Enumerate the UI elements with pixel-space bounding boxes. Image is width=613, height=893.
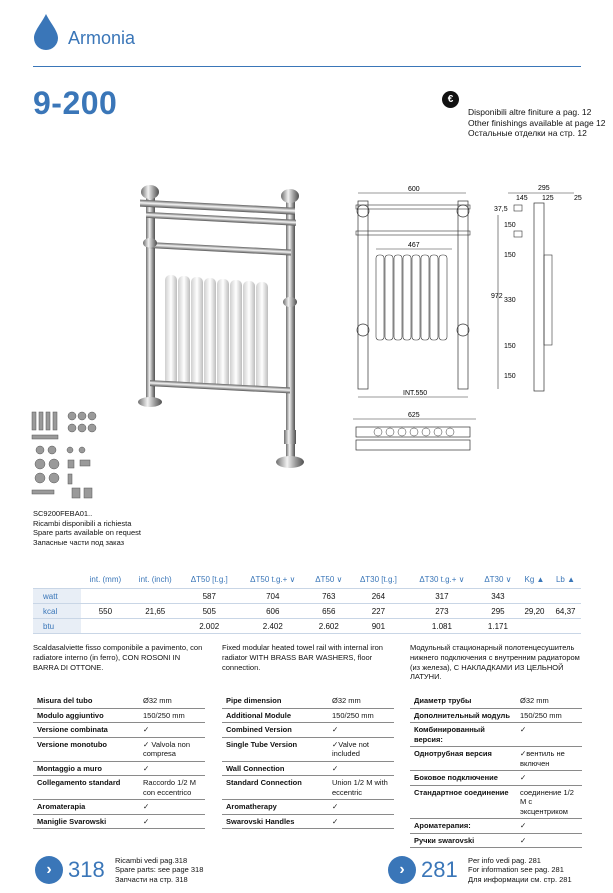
- spec-value: ✓: [326, 814, 394, 829]
- spec-value: ✓: [326, 800, 394, 815]
- spec-row: [222, 694, 394, 708]
- spec-row: [33, 723, 205, 738]
- weight-icon: ▲: [536, 575, 545, 584]
- spec-label: Ароматерапия:: [410, 819, 514, 834]
- kg-value: 29,20: [519, 604, 550, 619]
- euro-icon: €: [442, 91, 459, 108]
- spec-row: [222, 723, 394, 738]
- description-it: Scaldasalviette fisso componibile a pavimento, con radiatore interno (in ferro), CON ROSONI IN BARRA DI OTTONE.: [33, 643, 203, 672]
- spare-parts-note: SC9200FEBA01.. Ricambi disponibili a richiesta Spare parts available on request Запасные части под заказ: [33, 509, 141, 547]
- product-image: [110, 180, 330, 480]
- spec-value: 150/250 mm: [514, 708, 582, 723]
- spec-label: Wall Connection: [222, 761, 326, 776]
- int-mm-value: 550: [81, 604, 130, 619]
- dim-side-depth: 295: [538, 185, 550, 192]
- col-dt30-tg: ΔT30 [t.g.]: [350, 571, 407, 589]
- dim-top-width: 625: [408, 412, 420, 419]
- spec-label: Standard Connection: [222, 776, 326, 800]
- spec-value: ✓Valve not included: [326, 737, 394, 761]
- performance-table: [33, 571, 581, 634]
- weight-icon: ▲: [567, 575, 575, 584]
- dim-int-width: INT.550: [403, 390, 428, 397]
- col-int-inch: int. (inch): [130, 571, 181, 589]
- brand-name: Armonia: [68, 28, 136, 48]
- spec-row: [222, 800, 394, 815]
- spec-row: [33, 776, 205, 800]
- spec-row: [33, 694, 205, 708]
- spec-value: ✓ Valvola non compresa: [137, 737, 205, 761]
- spec-row: [33, 814, 205, 829]
- spec-label: Additional Module: [222, 708, 326, 723]
- dim-side-a: 145: [516, 195, 528, 202]
- dim-side-c: 25: [574, 195, 582, 202]
- specs-table-it: [33, 694, 205, 829]
- spec-value: 150/250 mm: [137, 708, 205, 723]
- spec-row: [410, 708, 582, 723]
- header-divider: [33, 66, 581, 67]
- arrow-right-icon[interactable]: ›: [35, 856, 63, 884]
- spec-label: Maniglie Svarowski: [33, 814, 137, 829]
- spec-value: соединение 1/2 M с эксцентриком: [514, 785, 582, 819]
- info-page[interactable]: 281: [421, 857, 458, 882]
- spare-parts-image: [30, 410, 110, 505]
- spec-label: Montaggio a muro: [33, 761, 137, 776]
- spec-value: Union 1/2 M with eccentric: [326, 776, 394, 800]
- spare-parts-page[interactable]: 318: [68, 857, 105, 882]
- table-row: btu 2.002 2.402 2.602 901 1.081 1.171: [33, 619, 581, 634]
- spec-row: [222, 708, 394, 723]
- col-dt30-tg-plus: ΔT30 t.g.+ ∨: [407, 571, 477, 589]
- dim-front-width: 600: [408, 186, 420, 193]
- spec-label: Дополнительный модуль: [410, 708, 514, 723]
- water-drop-icon: [32, 13, 60, 51]
- spec-row: [410, 694, 582, 708]
- dim-side-b: 125: [542, 195, 554, 202]
- spec-row: [33, 761, 205, 776]
- spec-label: Single Tube Version: [222, 737, 326, 761]
- dim-height-mid: 330: [504, 297, 516, 304]
- spec-label: Swarovski Handles: [222, 814, 326, 829]
- description-ru: Модульный стационарный полотенцесушитель нижнего подключения с внутренним радиатором (из железа), С НАКЛАДКАМИ ИЗ ЦЕЛЬНОЙ ЛАТУНИ.: [410, 643, 580, 682]
- spec-label: Collegamento standard: [33, 776, 137, 800]
- spec-label: Стандартное соединение: [410, 785, 514, 819]
- spec-value: ✓вентиль не включен: [514, 747, 582, 771]
- spec-row: [222, 814, 394, 829]
- spec-label: Modulo aggiuntivo: [33, 708, 137, 723]
- finishes-note: Disponibili altre finiture a pag. 12 Other finishings available at page 12 Остальные отделки на стр. 12: [468, 107, 606, 138]
- spec-label: Pipe dimension: [222, 694, 326, 708]
- spec-row: [222, 761, 394, 776]
- spec-value: Ø32 mm: [326, 694, 394, 708]
- col-dt50-tg-plus: ΔT50 t.g.+ ∨: [238, 571, 308, 589]
- spec-value: ✓: [514, 833, 582, 848]
- spec-label: Versione combinata: [33, 723, 137, 738]
- spec-value: ✓: [514, 771, 582, 786]
- spec-value: ✓: [137, 814, 205, 829]
- info-reference: Per info vedi pag. 281 For information see pag. 281 Для информации см. стр. 281: [468, 856, 572, 884]
- col-dt50-v: ΔT50 ∨: [308, 571, 350, 589]
- spec-row: [33, 800, 205, 815]
- spec-value: Raccordo 1/2 M con eccentrico: [137, 776, 205, 800]
- spec-row: [410, 833, 582, 848]
- spec-value: ✓: [137, 800, 205, 815]
- table-row: watt 587 704 763 264 317 343: [33, 589, 581, 604]
- col-kg: Kg: [524, 575, 535, 584]
- dim-v3: 150: [504, 343, 516, 350]
- table-row: kcal 550 21,65 505 606 656 227 273 295 29,20 64,37: [33, 604, 581, 619]
- spec-label: Диаметр трубы: [410, 694, 514, 708]
- spec-row: [222, 776, 394, 800]
- spec-value: 150/250 mm: [326, 708, 394, 723]
- dim-side-d: 37,5: [494, 206, 508, 213]
- spec-label: Ручки swarovski: [410, 833, 514, 848]
- specs-table-ru: [410, 694, 582, 848]
- arrow-right-icon[interactable]: ›: [388, 856, 416, 884]
- spec-value: ✓: [137, 723, 205, 738]
- spare-parts-code: SC9200FEBA01..: [33, 509, 93, 518]
- spec-value: ✓: [326, 723, 394, 738]
- dim-v4: 150: [504, 373, 516, 380]
- col-dt50-tg: ΔT50 [t.g.]: [181, 571, 238, 589]
- col-dt30-v: ΔT30 ∨: [477, 571, 519, 589]
- dim-height-total: 972: [491, 293, 503, 300]
- spec-value: ✓: [137, 761, 205, 776]
- spec-row: [410, 785, 582, 819]
- specs-table-en: [222, 694, 394, 829]
- spec-label: Misura del tubo: [33, 694, 137, 708]
- spec-value: Ø32 mm: [514, 694, 582, 708]
- int-inch-value: 21,65: [130, 604, 181, 619]
- spec-label: Aromatherapy: [222, 800, 326, 815]
- spare-parts-reference: Ricambi vedi pag.318 Spare parts: see page 318 Запчасти на стр. 318: [115, 856, 204, 884]
- spec-label: Боковое подключение: [410, 771, 514, 786]
- spec-label: Однотрубная версия: [410, 747, 514, 771]
- spec-row: [410, 771, 582, 786]
- description-en: Fixed modular heated towel rail with internal iron radiator WITH BRASS BAR WASHERS, floor connection.: [222, 643, 383, 672]
- lb-value: 64,37: [550, 604, 581, 619]
- spec-label: Versione monotubo: [33, 737, 137, 761]
- spec-value: Ø32 mm: [137, 694, 205, 708]
- spec-label: Combined Version: [222, 723, 326, 738]
- model-title: 9-200: [33, 85, 118, 121]
- col-lb: Lb: [555, 575, 565, 584]
- spec-row: [33, 737, 205, 761]
- spec-value: ✓: [514, 819, 582, 834]
- spec-row: [410, 819, 582, 834]
- spec-value: ✓: [326, 761, 394, 776]
- dim-v2: 150: [504, 252, 516, 259]
- spec-value: ✓: [514, 723, 582, 747]
- col-int-mm: int. (mm): [81, 571, 130, 589]
- spec-row: [410, 747, 582, 771]
- technical-drawing: [348, 185, 588, 470]
- dim-v1: 150: [504, 222, 516, 229]
- spec-row: [410, 723, 582, 747]
- spec-row: [222, 737, 394, 761]
- spec-row: [33, 708, 205, 723]
- dim-inner-width: 467: [408, 242, 420, 249]
- spec-label: Комбинированный версия:: [410, 723, 514, 747]
- spec-label: Aromaterapia: [33, 800, 137, 815]
